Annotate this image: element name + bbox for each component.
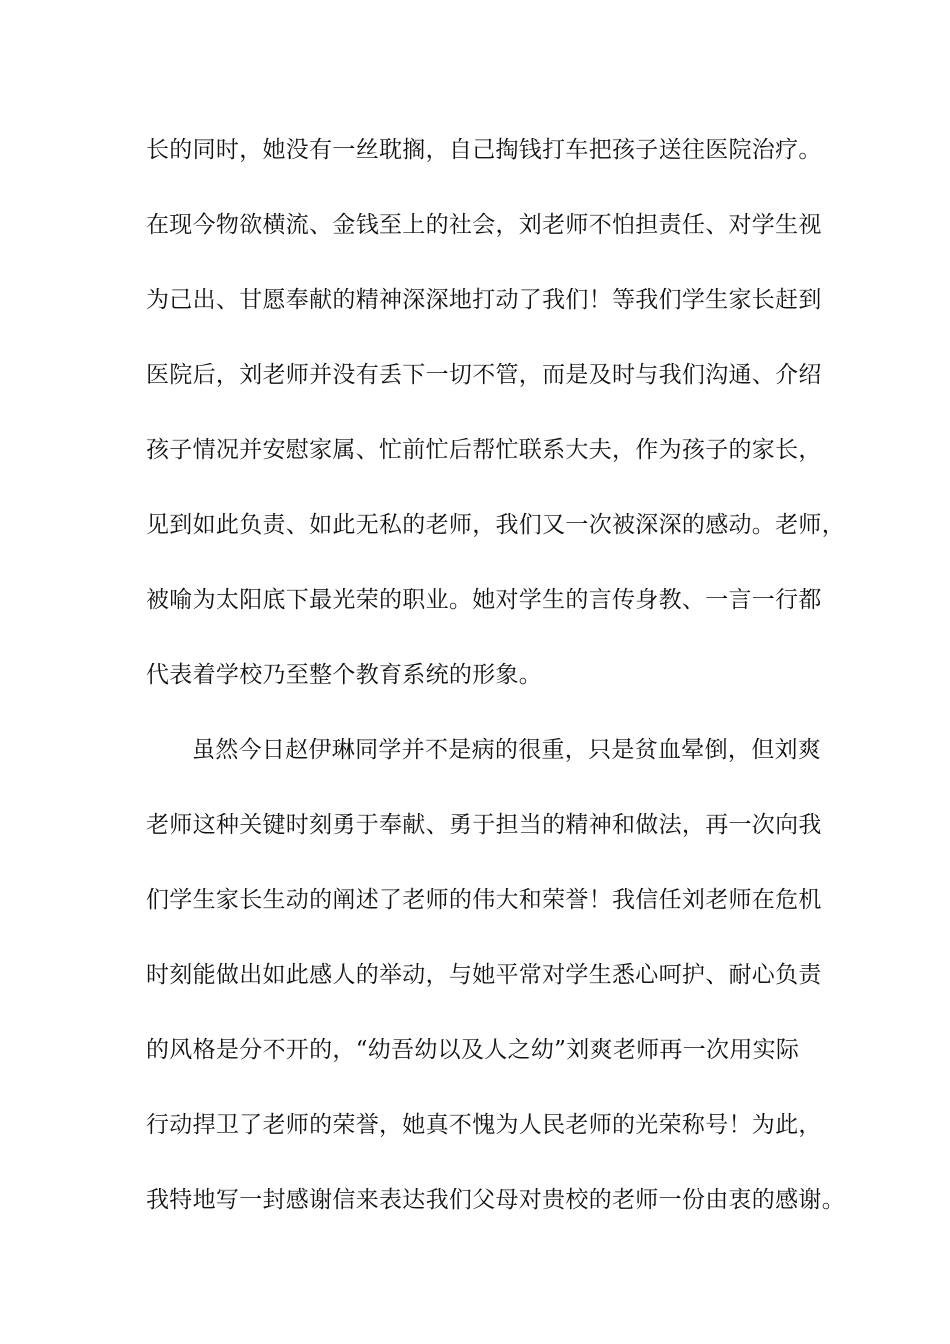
text-line: 行动捍卫了老师的荣誉，她真不愧为人民老师的光荣称号！为此， <box>146 1112 822 1138</box>
text-line: 在现今物欲横流、金钱至上的社会，刘老师不怕担责任、对学生视 <box>146 212 822 238</box>
text-line: 被喻为太阳底下最光荣的职业。她对学生的言传身教、一言一行都 <box>146 587 822 613</box>
text-line: 医院后，刘老师并没有丢下一切不管，而是及时与我们沟通、介绍 <box>146 362 822 388</box>
paragraph-start-line: 虽然今日赵伊琳同学并不是病的很重，只是贫血晕倒，但刘爽 <box>192 737 822 763</box>
letter-body <box>146 128 846 1253</box>
text-line: 长的同时，她没有一丝耽搁，自己掏钱打车把孩子送往医院治疗。 <box>146 137 822 163</box>
text-line: 的风格是分不开的，“幼吾幼以及人之幼”刘爽老师再一次用实际 <box>146 1037 800 1063</box>
text-line: 见到如此负责、如此无私的老师，我们又一次被深深的感动。老师， <box>146 512 845 538</box>
text-line: 我特地写一封感谢信来表达我们父母对贵校的老师一份由衷的感谢。 <box>146 1187 845 1213</box>
text-line: 孩子情况并安慰家属、忙前忙后帮忙联系大夫，作为孩子的家长， <box>146 437 822 463</box>
text-line: 代表着学校乃至整个教育系统的形象。 <box>146 662 543 688</box>
text-line: 为己出、甘愿奉献的精神深深地打动了我们！等我们学生家长赶到 <box>146 287 822 313</box>
text-line: 们学生家长生动的阐述了老师的伟大和荣誉！我信任刘老师在危机 <box>146 887 822 913</box>
text-line: 时刻能做出如此感人的举动，与她平常对学生悉心呵护、耐心负责 <box>146 962 822 988</box>
text-line: 老师这种关键时刻勇于奉献、勇于担当的精神和做法，再一次向我 <box>146 812 822 838</box>
